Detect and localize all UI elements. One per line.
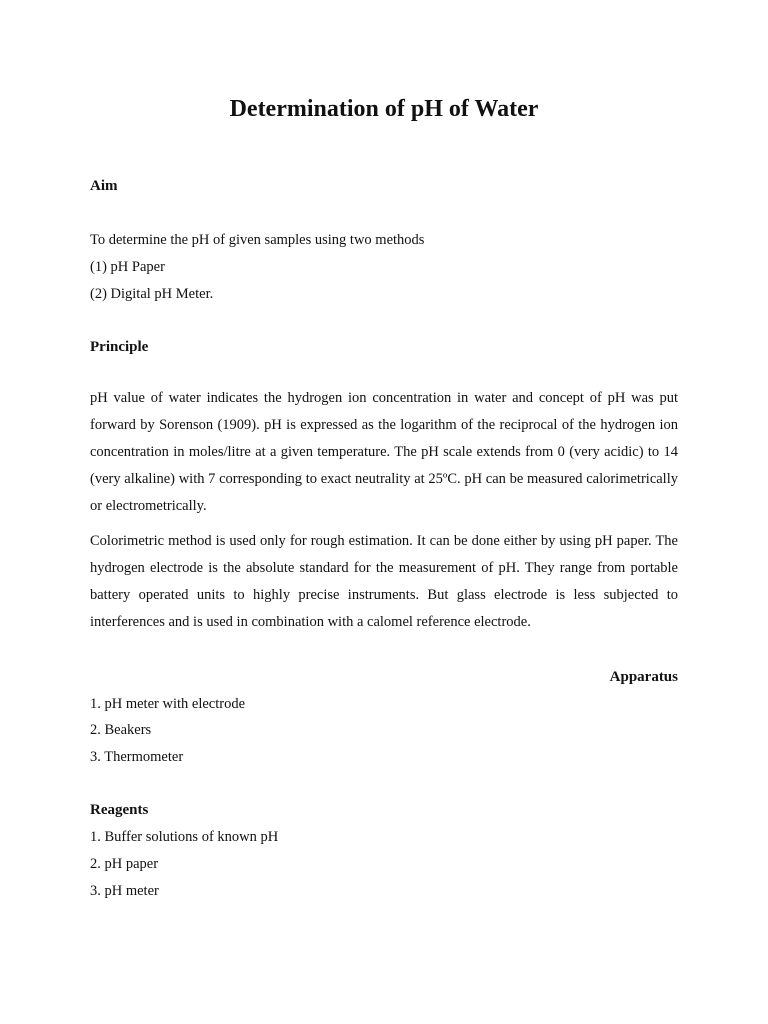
reagents-item-1: 1. Buffer solutions of known pH	[90, 829, 279, 845]
apparatus-item-3: 3. Thermometer	[90, 749, 184, 765]
principle-heading: Principle	[90, 339, 149, 355]
reagents-item-3: 3. pH meter	[90, 883, 159, 899]
aim-heading: Aim	[90, 178, 118, 194]
reagents-heading: Reagents	[90, 802, 149, 818]
aim-method-1: (1) pH Paper	[90, 259, 165, 275]
principle-paragraph-1: pH value of water indicates the hydrogen ion concentration in water and concept of pH was put forward by Sorenson (1909). pH is expressed as the logarithm of the reciprocal of the hydrogen ion concentration in moles/litre at a given temperature. The pH scale extends from 0 (very acidic) to 14 (very alkaline) with 7 corresponding to exact neutrality at 25ºC. pH can be measured calorimetrically or electrometrically.	[90, 390, 678, 514]
apparatus-item-1: 1. pH meter with electrode	[90, 696, 246, 712]
apparatus-item-2: 2. Beakers	[90, 722, 152, 738]
apparatus-heading: Apparatus	[609, 669, 678, 685]
aim-intro: To determine the pH of given samples using two methods	[90, 232, 425, 248]
reagents-item-2: 2. pH paper	[90, 856, 159, 872]
aim-method-2: (2) Digital pH Meter.	[90, 286, 214, 302]
principle-paragraph-2: Colorimetric method is used only for rough estimation. It can be done either by using pH paper. The hydrogen electrode is the absolute standard for the measurement of pH. They range from portable battery operated units to highly precise instruments. But glass electrode is less subjected to interferences and is used in combination with a calomel reference electrode.	[90, 533, 678, 630]
document-title: Determination of pH of Water	[229, 96, 539, 122]
